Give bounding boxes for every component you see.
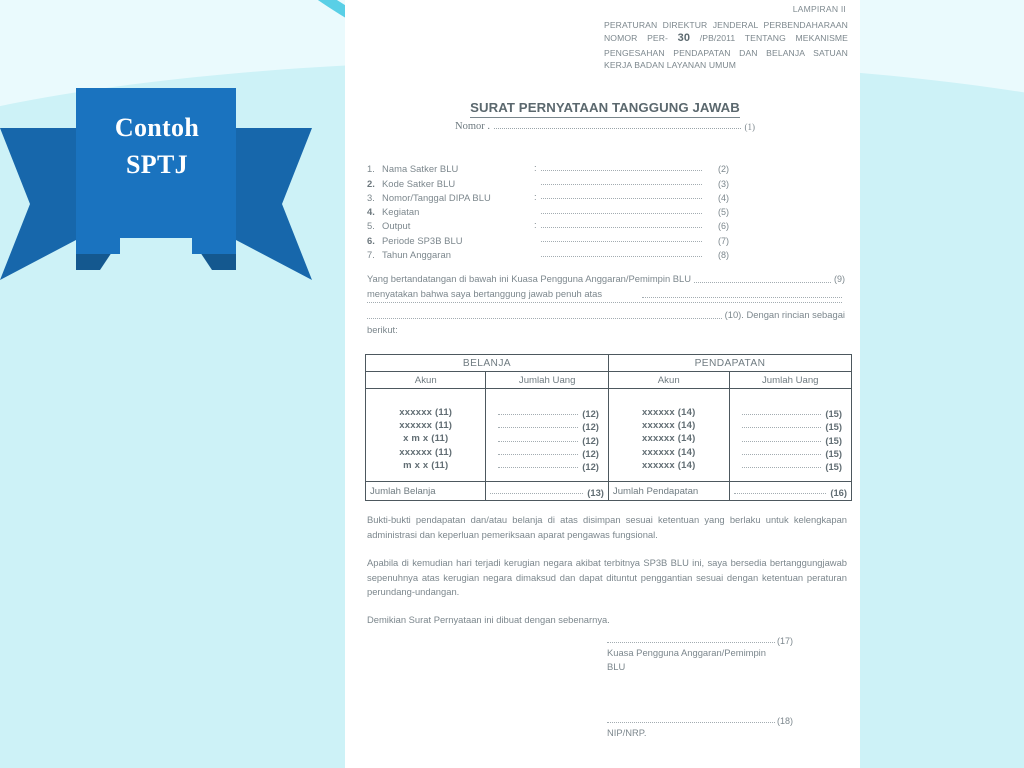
closing-paragraph-2: Apabila di kemudian hari terjadi kerugian negara akibat terbitnya SP3B BLU ini, saya bersedia bertanggungjawab sepenuhnya atas kerugian negara dimaksud dan dapat dituntut penggantian sesuai dengan ketentuan peraturan perundang-undangan. [367, 557, 847, 598]
statement-reference-10: (10). Dengan rincian sebagai [724, 308, 845, 320]
field-reference: (7) [718, 235, 729, 246]
regulation-line-4: KERJA BADAN LAYANAN UMUM [604, 60, 736, 71]
banner-line-2: SPTJ [126, 149, 188, 179]
amount-reference: (15) [825, 434, 842, 446]
field-colon: : [534, 219, 537, 231]
total-belanja-value [486, 482, 608, 501]
cell-belanja-akun [366, 389, 486, 482]
field-dotted-line [541, 183, 702, 185]
belanja-akun-item: x m x (11) [403, 433, 449, 445]
belanja-jumlah-list [490, 398, 603, 472]
field-reference: (3) [718, 178, 729, 189]
field-label: Nama Satker BLU [382, 163, 459, 175]
group-header-pendapatan: PENDAPATAN [608, 355, 851, 372]
amount-reference: (15) [825, 421, 842, 433]
field-label: Tahun Anggaran [382, 249, 451, 261]
cell-pendapatan-jumlah [729, 389, 851, 482]
nomor-dotted-line [494, 127, 741, 129]
banner-line-1: Contoh [114, 113, 200, 142]
amount-reference: (12) [582, 460, 599, 472]
rincian-table [365, 354, 852, 501]
amount-dotted-line [498, 453, 578, 455]
signature-reference-17: (17) [777, 636, 794, 646]
amount-reference: (13) [587, 487, 604, 498]
regulation-number-prefix: NOMOR PER- [604, 33, 669, 44]
table-body [366, 389, 852, 501]
nip-label: NIP/NRP. [607, 727, 647, 738]
column-header-belanja-jumlah: Jumlah Uang [486, 372, 608, 389]
cell-belanja-jumlah [486, 389, 608, 482]
signature-title-line-2: BLU [607, 660, 626, 672]
pendapatan-akun-item: xxxxxx (14) [642, 407, 696, 419]
signature-line-18 [607, 714, 832, 726]
nomor-row [455, 121, 755, 132]
table-group-row [366, 355, 852, 372]
field-row [367, 160, 729, 174]
field-label: Nomor/Tanggal DIPA BLU [382, 191, 491, 203]
pendapatan-jumlah-item [734, 419, 847, 432]
field-row [367, 189, 729, 203]
field-number: 5. [367, 220, 375, 232]
closing-paragraph-3: Demikian Surat Pernyataan ini dibuat dengan sebenarnya. [367, 614, 610, 625]
field-colon [534, 245, 541, 246]
field-reference: (4) [718, 192, 729, 203]
belanja-akun-item: xxxxxx (11) [399, 407, 453, 419]
table-row [366, 389, 852, 482]
field-colon: : [534, 162, 537, 174]
cell-pendapatan-akun [608, 389, 729, 482]
regulation-number-suffix: /PB/2011 TENTANG MEKANISME [699, 33, 849, 44]
signature-block-nip [607, 714, 832, 740]
field-label: Periode SP3B BLU [382, 234, 463, 246]
amount-reference: (12) [582, 408, 599, 420]
statement-dotted-line [367, 301, 842, 303]
statement-block [367, 271, 845, 337]
field-label: Kegiatan [382, 206, 420, 218]
belanja-jumlah-item [490, 432, 603, 445]
amount-dotted-line [742, 413, 822, 415]
total-pendapatan-value [729, 482, 851, 501]
signature-reference-18: (18) [777, 716, 794, 726]
belanja-jumlah-item [490, 446, 603, 459]
amount-reference: (12) [582, 421, 599, 433]
field-dotted-line [541, 226, 702, 228]
statement-text-1: Yang bertandatangan di bawah ini Kuasa Pengguna Anggaran/Pemimpin BLU [367, 273, 692, 284]
field-number: 4. [367, 206, 375, 218]
field-row [367, 231, 729, 245]
document-page [345, 0, 860, 768]
pendapatan-akun-item: xxxxxx (14) [642, 446, 696, 458]
statement-line-5 [367, 322, 845, 337]
amount-reference: (15) [825, 447, 842, 459]
statement-text-2: menyatakan bahwa saya bertanggung jawab penuh atas [367, 288, 603, 300]
nomor-label: Nomor . [455, 121, 490, 132]
group-header-belanja: BELANJA [366, 355, 609, 372]
field-dotted-line [541, 212, 702, 214]
field-reference: (5) [718, 207, 729, 218]
amount-reference: (12) [582, 447, 599, 459]
field-row [367, 217, 729, 231]
field-row [367, 246, 729, 260]
field-number: 6. [367, 234, 375, 246]
table-head [366, 355, 852, 389]
amount-reference: (15) [825, 460, 842, 472]
statement-line-2 [367, 286, 845, 301]
amount-dotted-line [498, 413, 578, 415]
pendapatan-akun-list [613, 398, 725, 472]
pendapatan-akun-item: xxxxxx (14) [642, 433, 696, 445]
field-reference: (6) [718, 221, 729, 232]
amount-dotted-line [742, 440, 822, 442]
statement-dotted-line [367, 317, 722, 319]
total-belanja-label: Jumlah Belanja [366, 482, 486, 501]
amount-reference: (15) [825, 408, 842, 420]
pendapatan-jumlah-item [734, 432, 847, 445]
field-dotted-line [541, 197, 702, 199]
column-header-pendapatan-akun: Akun [608, 372, 729, 389]
belanja-jumlah-item [490, 459, 603, 472]
regulation-line-1: PERATURAN DIREKTUR JENDERAL PERBENDAHARAAN [604, 20, 848, 30]
regulation-line-3: PENGESAHAN PENDAPATAN DAN BELANJA SATUAN [604, 47, 848, 58]
belanja-jumlah-item [490, 419, 603, 432]
pendapatan-jumlah-item [734, 459, 847, 472]
belanja-akun-item: xxxxxx (11) [399, 420, 453, 432]
title-block [455, 100, 755, 132]
banner-text [76, 110, 238, 184]
amount-dotted-line [498, 440, 578, 442]
amount-dotted-line [498, 466, 578, 468]
pendapatan-jumlah-item [734, 446, 847, 459]
pendapatan-jumlah-list [734, 398, 847, 472]
signature-dotted-line [607, 721, 775, 723]
belanja-akun-item: xxxxxx (11) [399, 446, 453, 458]
field-dotted-line [541, 240, 702, 242]
contoh-sptj-banner [0, 88, 312, 280]
table-column-row [366, 372, 852, 389]
nomor-reference: (1) [744, 122, 755, 132]
signature-line-17 [607, 634, 832, 646]
column-header-belanja-akun: Akun [366, 372, 486, 389]
signature-title-line-1: Kuasa Pengguna Anggaran/Pemimpin [607, 647, 766, 658]
field-colon [534, 188, 541, 189]
regulation-number: 30 [677, 32, 691, 45]
pendapatan-akun-item: xxxxxx (14) [642, 420, 696, 432]
total-pendapatan-label: Jumlah Pendapatan [608, 482, 729, 501]
field-dotted-line [541, 169, 702, 171]
field-row [367, 174, 729, 188]
amount-dotted-line [490, 492, 583, 494]
statement-reference-9: (9) [834, 273, 845, 284]
field-colon [534, 216, 541, 217]
field-label: Kode Satker BLU [382, 177, 456, 189]
closing-paragraph-1: Bukti-bukti pendapatan dan/atau belanja di atas disimpan sesuai ketentuan yang berlaku untuk kelengkapan administrasi dan keperluan pemeriksaan aparat pengawas fungsional. [367, 514, 847, 540]
field-label: Output [382, 220, 411, 232]
field-colon: : [534, 190, 537, 202]
field-number: 7. [367, 249, 375, 261]
signature-block-official [607, 634, 832, 673]
amount-dotted-line [742, 426, 822, 428]
amount-dotted-line [742, 453, 822, 455]
amount-reference: (16) [830, 487, 847, 498]
amount-dotted-line [498, 426, 578, 428]
statement-dotted-line [642, 296, 842, 298]
table-total-row [366, 482, 852, 501]
belanja-akun-item: m x x (11) [403, 459, 449, 471]
regulation-reference [604, 19, 848, 71]
field-number: 1. [367, 163, 375, 175]
field-reference: (8) [718, 250, 729, 261]
field-colon [534, 259, 541, 260]
field-number: 3. [367, 191, 375, 203]
field-row [367, 203, 729, 217]
document-title: SURAT PERNYATAAN TANGGUNG JAWAB [470, 100, 740, 118]
field-reference: (2) [718, 164, 729, 175]
amount-dotted-line [734, 492, 827, 494]
statement-dotted-line [694, 281, 831, 283]
statement-line-4 [367, 307, 845, 322]
pendapatan-akun-item: xxxxxx (14) [642, 459, 696, 471]
field-dotted-line [541, 255, 702, 257]
lampiran-label: LAMPIRAN II [792, 4, 846, 14]
column-header-pendapatan-jumlah: Jumlah Uang [729, 372, 851, 389]
document-header [604, 4, 848, 71]
belanja-akun-list [370, 398, 481, 472]
amount-reference: (12) [582, 434, 599, 446]
field-number: 2. [367, 177, 375, 189]
signature-dotted-line [607, 641, 775, 643]
amount-dotted-line [742, 466, 822, 468]
statement-line-1 [367, 271, 845, 286]
field-list [367, 160, 729, 260]
belanja-jumlah-item [490, 406, 603, 419]
pendapatan-jumlah-item [734, 406, 847, 419]
statement-text-5: berikut: [367, 324, 398, 336]
